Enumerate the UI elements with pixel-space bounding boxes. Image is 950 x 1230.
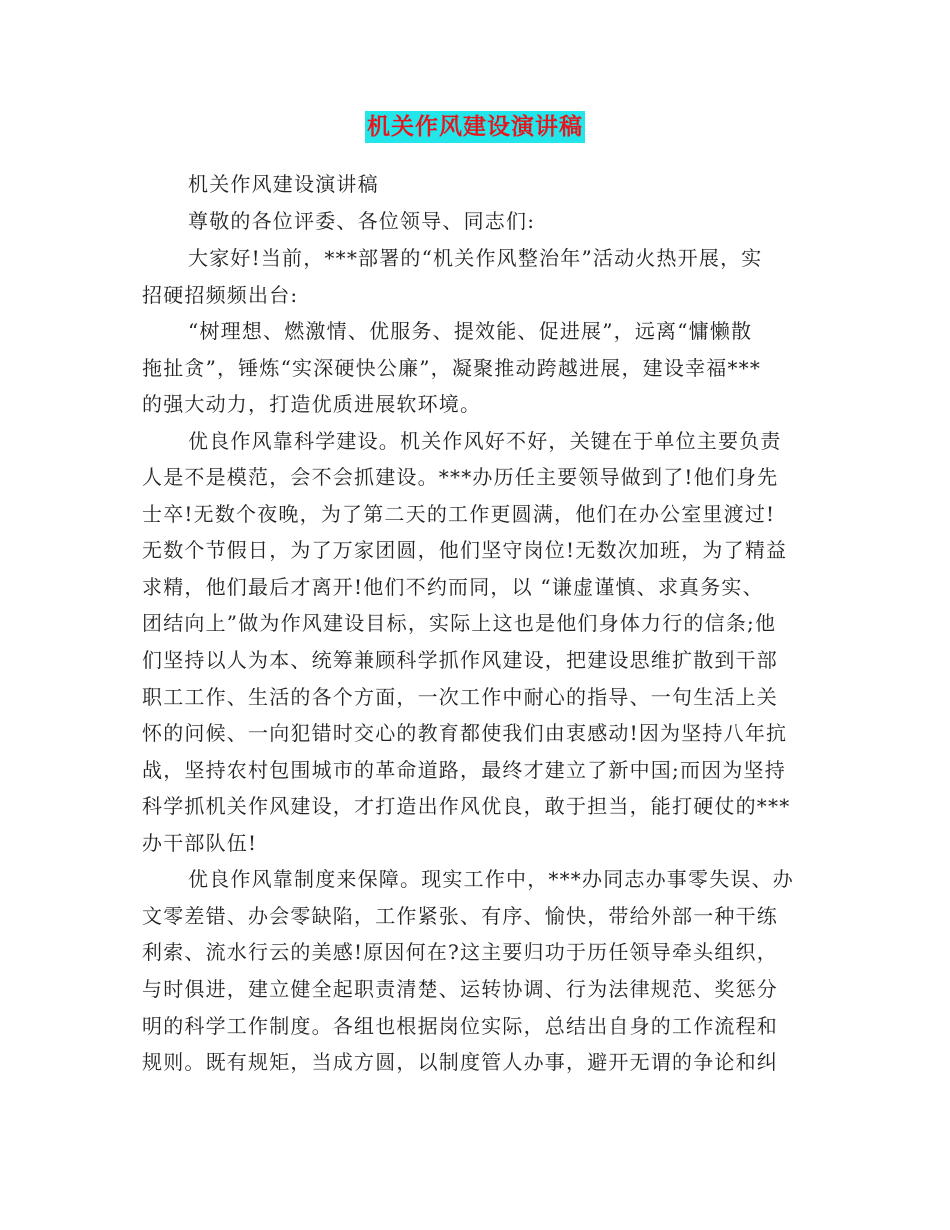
paragraph-line: 怀的问候、一向犯错时交心的教育都使我们由衷感动!因为坚持八年抗	[142, 721, 788, 745]
paragraph-line: 求精，他们最后才离开!他们不约而同，以 “谦虚谨慎、求真务实、	[142, 575, 764, 599]
subtitle-line: 机关作风建设演讲稿	[188, 172, 379, 196]
document-title: 机关作风建设演讲稿	[365, 111, 585, 143]
paragraph-line: 们坚持以人为本、统筹兼顾科学抓作风建设，把建设思维扩散到干部	[142, 648, 778, 672]
paragraph-line: 士卒!无数个夜晚，为了第二天的工作更圆满，他们在办公室里渡过!	[142, 502, 776, 526]
paragraph-line: 团结向上”做为作风建设目标，实际上这也是他们身体力行的信条;他	[142, 611, 777, 635]
paragraph-line: 无数个节假日，为了万家团圆，他们坚守岗位!无数次加班，为了精益	[142, 538, 788, 562]
paragraph-line: 明的科学工作制度。各组也根据岗位实际，总结出自身的工作流程和	[142, 1014, 778, 1038]
paragraph-line: 办干部队伍!	[142, 831, 258, 855]
paragraph-line: 的强大动力，打造优质进展软环境。	[142, 392, 482, 416]
title-wrapper	[0, 111, 950, 143]
paragraph-line: 优良作风靠科学建设。机关作风好不好，关键在于单位主要负责	[188, 429, 782, 453]
paragraph-line: 利索、流水行云的美感!原因何在?这主要归功于历任领导牵头组织，	[142, 940, 778, 964]
paragraph-line: 招硬招频频出台:	[142, 283, 299, 307]
paragraph-line: 文零差错、办会零缺陷，工作紧张、有序、愉快，带给外部一种干练	[142, 904, 778, 928]
paragraph-line: 与时俱进，建立健全起职责清楚、运转协调、行为法律规范、奖惩分	[142, 977, 778, 1001]
paragraph-line: 战，坚持农村包围城市的革命道路，最终才建立了新中国;而因为坚持	[142, 758, 786, 782]
paragraph-line: 规则。既有规矩，当成方圆，以制度管人办事，避开无谓的争论和纠	[142, 1050, 778, 1074]
paragraph-line: 优良作风靠制度来保障。现实工作中，***办同志办事零失误、办	[188, 867, 794, 891]
paragraph-line: 人是不是模范，会不会抓建设。***办历任主要领导做到了!他们身先	[142, 465, 779, 489]
paragraph-line: 职工工作、生活的各个方面，一次工作中耐心的指导、一句生活上关	[142, 685, 778, 709]
paragraph-line: 拖扯贪”，锤炼“实深硬快公廉”，凝聚推动跨越进展，建设幸福***	[142, 356, 762, 380]
paragraph-line: 大家好!当前，***部署的“机关作风整治年”活动火热开展，实	[188, 246, 763, 270]
salutation-line: 尊敬的各位评委、各位领导、同志们:	[188, 209, 536, 233]
paragraph-line: 科学抓机关作风建设，才打造出作风优良，敢于担当，能打硬仗的***	[142, 794, 791, 818]
paragraph-line: “树理想、燃激情、优服务、提效能、促进展”，远离“慵懒散	[188, 319, 753, 343]
